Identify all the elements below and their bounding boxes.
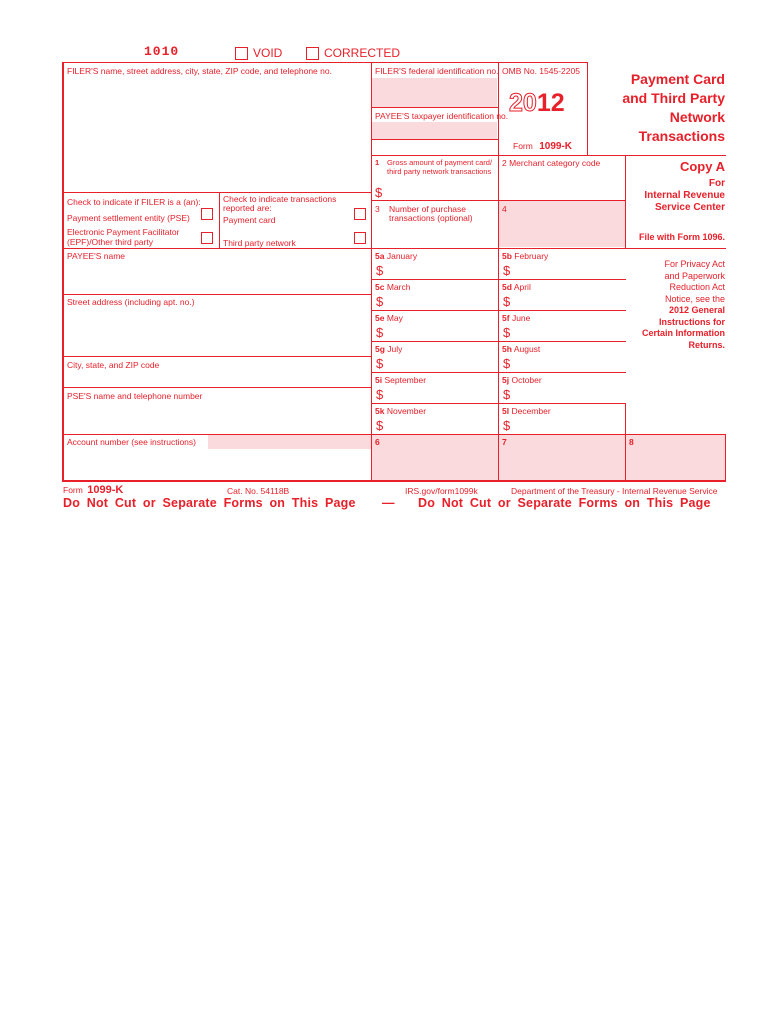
city-input[interactable] — [66, 371, 369, 386]
third-party-label: Third party network — [223, 238, 296, 248]
month-name: September — [384, 375, 427, 385]
title-line4: Transactions — [638, 128, 725, 144]
privacy-line: and Paperwork — [664, 270, 725, 281]
month-5f-label — [502, 313, 530, 323]
month-5e-dollar: $ — [376, 325, 384, 340]
month-5j-dollar: $ — [503, 387, 511, 402]
copy-label: Copy A — [679, 159, 725, 174]
box3-num: 3 — [375, 204, 380, 214]
month-5a-dollar: $ — [376, 263, 384, 278]
month-5k-label — [375, 406, 426, 416]
title-line1: Payment Card — [630, 71, 725, 87]
do-not-cut-left: Do Not Cut or Separate Forms on This Page — [63, 496, 356, 510]
title-line2: and Third Party — [622, 90, 725, 106]
box3-label-line1: Number of purchase — [389, 204, 467, 214]
filer-name-label: FILER'S name, street address, city, state, ZIP code, and telephone no. — [67, 66, 332, 76]
fed-id-label: FILER'S federal identification no. — [375, 66, 499, 76]
month-5f-input[interactable] — [514, 325, 623, 340]
payment-card-label: Payment card — [223, 215, 276, 225]
general-line: Returns. — [688, 339, 725, 350]
month-name: January — [386, 251, 418, 261]
month-5g-input[interactable] — [387, 356, 496, 371]
irs-block — [644, 178, 725, 214]
month-name: March — [386, 282, 411, 292]
footer-form-number: 1099-K — [87, 484, 124, 496]
city-label: City, state, and ZIP code — [67, 360, 160, 370]
month-5c-input[interactable] — [387, 294, 496, 309]
general-line: 2012 General — [668, 305, 725, 315]
street-input[interactable] — [66, 309, 369, 354]
month-5g-label — [375, 344, 402, 354]
month-num: 5a — [375, 251, 385, 261]
month-name: August — [513, 344, 541, 354]
month-5e-input[interactable] — [387, 325, 496, 340]
box6-input[interactable] — [373, 450, 496, 478]
box1-label-line2: third party network transactions — [387, 167, 492, 176]
footer-url: IRS.gov/form1099k — [405, 486, 478, 496]
footer-form-prefix: Form — [63, 485, 83, 495]
box7-label: 7 — [502, 437, 507, 447]
privacy-line: For Privacy Act — [664, 259, 725, 269]
year-outline: 20 — [509, 89, 537, 117]
month-5d-label — [502, 282, 531, 292]
box1-input[interactable] — [386, 184, 496, 199]
month-5j-input[interactable] — [514, 387, 623, 402]
box1-num: 1 — [375, 158, 380, 167]
payee-name-input[interactable] — [66, 263, 369, 292]
account-input[interactable] — [208, 435, 370, 449]
month-5h-dollar: $ — [503, 356, 511, 371]
epf-label-line1: Electronic Payment Facilitator — [67, 227, 180, 237]
month-name: December — [511, 406, 551, 416]
payee-tin-input[interactable] — [373, 123, 495, 138]
month-5k-dollar: $ — [376, 418, 384, 433]
box8-label: 8 — [629, 437, 634, 447]
month-5d-dollar: $ — [503, 294, 511, 309]
box7-input[interactable] — [500, 450, 623, 478]
month-5b-label — [502, 251, 548, 261]
month-5i-input[interactable] — [387, 387, 496, 402]
month-5h-label — [502, 344, 540, 354]
title-line3: Network — [669, 109, 725, 125]
box8-input[interactable] — [627, 450, 723, 478]
month-name: February — [514, 251, 549, 261]
month-5a-label — [375, 251, 417, 261]
do-not-cut-dash: — — [382, 496, 395, 510]
month-num: 5g — [375, 344, 385, 354]
privacy-block — [642, 259, 725, 351]
do-not-cut-right: Do Not Cut or Separate Forms on This Page — [418, 496, 711, 510]
month-name: May — [386, 313, 403, 323]
month-5e-label — [375, 313, 403, 323]
check-filer-label: Check to indicate if FILER is a (an): — [67, 197, 201, 207]
street-label: Street address (including apt. no.) — [67, 297, 195, 307]
omb-label: OMB No. 1545-2205 — [502, 66, 580, 76]
footer-form-label — [63, 485, 123, 495]
box3-label-line2: transactions (optional) — [389, 213, 473, 223]
cat-no: Cat. No. 54118B — [227, 486, 290, 496]
month-5c-dollar: $ — [376, 294, 384, 309]
filer-name-input[interactable] — [66, 80, 366, 190]
privacy-line: Reduction Act — [669, 282, 725, 292]
month-num: 5h — [502, 344, 512, 354]
month-name: July — [387, 344, 403, 354]
omb-form-prefix: Form — [513, 141, 533, 151]
box3-input[interactable] — [373, 226, 496, 246]
check-trans-label-line1: Check to indicate transactions — [223, 194, 337, 204]
month-5g-dollar: $ — [376, 356, 384, 371]
month-5i-label — [375, 375, 426, 385]
void-checkbox[interactable] — [235, 47, 248, 60]
general-line: Certain Information — [641, 328, 725, 338]
payee-tin-label: PAYEE'S taxpayer identification no. — [375, 111, 509, 121]
epf-label-line2: (EPF)/Other third party — [67, 237, 153, 247]
check-trans-label-line2: reported are: — [223, 203, 272, 213]
year-bold: 12 — [536, 89, 565, 117]
month-5b-dollar: $ — [503, 263, 511, 278]
month-5l-label — [502, 406, 551, 416]
epf-checkbox[interactable] — [201, 232, 213, 244]
month-name: November — [386, 406, 427, 416]
month-num: 5l — [502, 406, 510, 416]
month-num: 5d — [502, 282, 512, 292]
month-num: 5f — [502, 313, 510, 323]
month-name: June — [511, 313, 531, 323]
month-5k-input[interactable] — [387, 418, 496, 433]
month-5a-input[interactable] — [387, 263, 496, 278]
third-party-checkbox[interactable] — [354, 232, 366, 244]
corrected-checkbox[interactable] — [306, 47, 319, 60]
dept-label: Department of the Treasury - Internal Revenue Service — [511, 486, 718, 496]
box4-label: 4 — [502, 204, 507, 214]
corrected-label: CORRECTED — [324, 46, 401, 60]
pse-label: Payment settlement entity (PSE) — [67, 213, 190, 223]
omb-form-number: 1099-K — [539, 141, 573, 152]
month-5l-dollar: $ — [503, 418, 511, 433]
box6-label: 6 — [375, 437, 380, 447]
month-5f-dollar: $ — [503, 325, 511, 340]
month-num: 5b — [502, 251, 512, 261]
month-5l-input[interactable] — [514, 418, 623, 433]
privacy-line: Notice, see the — [664, 293, 725, 304]
box4-input[interactable] — [500, 216, 623, 246]
account-label: Account number (see instructions) — [67, 437, 196, 447]
general-line: Instructions for — [658, 316, 725, 327]
month-num: 5j — [502, 375, 510, 385]
box2-label: 2 Merchant category code — [502, 158, 601, 168]
void-label: VOID — [253, 46, 283, 60]
for-label: For — [708, 178, 725, 189]
month-num: 5e — [375, 313, 385, 323]
file-with-label: File with Form 1096. — [638, 232, 725, 242]
month-num: 5k — [375, 406, 385, 416]
month-5i-dollar: $ — [376, 387, 384, 402]
month-5h-input[interactable] — [514, 356, 623, 371]
month-5c-label — [375, 282, 410, 292]
month-5j-label — [502, 375, 542, 385]
payee-name-label: PAYEE'S name — [67, 251, 126, 261]
month-num: 5i — [375, 375, 383, 385]
month-name: April — [513, 282, 531, 292]
irs-line1: Internal Revenue — [644, 190, 725, 201]
month-name: October — [511, 375, 542, 385]
box1-dollar: $ — [375, 185, 383, 200]
box1-label-line1: Gross amount of payment card/ — [387, 158, 493, 167]
pse-name-input[interactable] — [66, 403, 369, 432]
month-5d-input[interactable] — [514, 294, 623, 309]
form-title — [622, 70, 725, 146]
form-code: 1010 — [144, 44, 180, 59]
month-5b-input[interactable] — [514, 263, 623, 278]
box2-input[interactable] — [500, 172, 623, 198]
fed-id-input[interactable] — [373, 80, 495, 106]
omb-form-label — [513, 141, 572, 152]
year — [509, 90, 565, 116]
pse-checkbox[interactable] — [201, 208, 213, 220]
month-num: 5c — [375, 282, 385, 292]
payment-card-checkbox[interactable] — [354, 208, 366, 220]
irs-line2: Service Center — [654, 202, 725, 213]
pse-name-label: PSE'S name and telephone number — [67, 391, 203, 401]
